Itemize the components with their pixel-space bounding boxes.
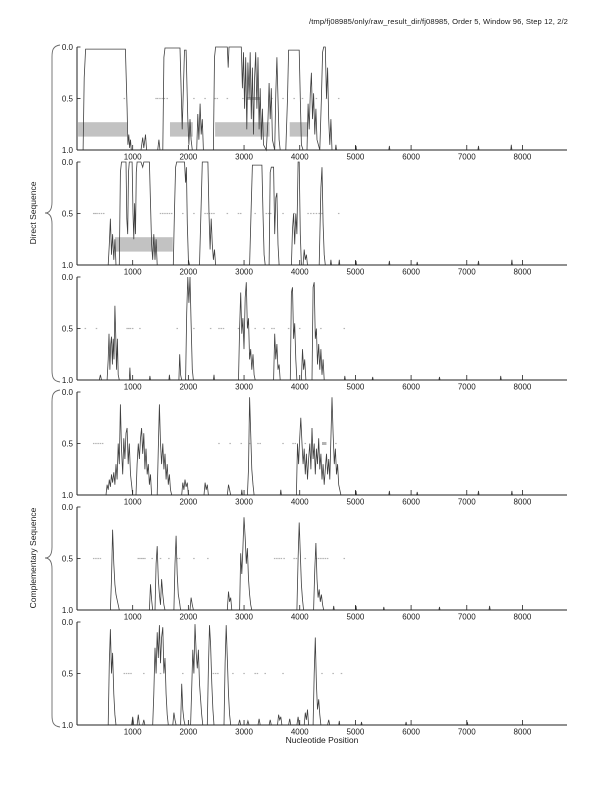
panel-direct-frame-3 — [37, 272, 572, 396]
half-level-mark — [320, 558, 322, 559]
direct-sequence-label: Direct Sequence — [28, 181, 38, 245]
half-level-mark — [266, 213, 268, 214]
half-level-mark — [263, 328, 265, 329]
x-tick-label: 6000 — [402, 612, 420, 622]
half-level-mark — [161, 98, 163, 99]
half-level-mark — [238, 328, 240, 329]
half-level-mark — [102, 443, 104, 444]
half-level-mark — [96, 213, 98, 214]
x-tick-label: 6000 — [402, 152, 420, 162]
half-level-mark — [338, 98, 340, 99]
half-level-mark — [101, 213, 103, 214]
x-tick-label: 1000 — [123, 497, 142, 507]
half-level-mark — [295, 443, 297, 444]
x-tick-label: 7000 — [457, 152, 476, 162]
x-tick-label: 6000 — [402, 382, 420, 392]
half-level-mark — [96, 328, 98, 329]
half-level-mark — [138, 558, 140, 559]
half-level-mark — [283, 558, 285, 559]
x-tick-label: 3000 — [235, 152, 253, 162]
y-tick-label: 0.5 — [61, 669, 73, 679]
half-level-mark — [204, 98, 206, 99]
half-level-mark — [264, 673, 266, 674]
half-level-mark — [220, 328, 222, 329]
half-level-mark — [218, 328, 220, 329]
half-level-mark — [213, 673, 215, 674]
half-level-mark — [305, 443, 307, 444]
x-tick-label: 8000 — [513, 612, 532, 622]
half-level-mark — [257, 673, 259, 674]
axes — [77, 507, 567, 610]
panel-direct-frame-2 — [37, 157, 572, 281]
half-level-mark — [157, 98, 159, 99]
half-level-mark — [254, 213, 256, 214]
x-tick-label: 7000 — [457, 497, 476, 507]
y-tick-label: 0.0 — [61, 157, 73, 167]
half-level-mark — [227, 213, 229, 214]
half-level-mark — [144, 558, 146, 559]
x-tick-label: 8000 — [513, 497, 532, 507]
half-level-mark — [344, 558, 346, 559]
half-level-mark — [322, 558, 324, 559]
half-level-mark — [141, 558, 143, 559]
half-level-mark — [223, 328, 225, 329]
half-level-mark — [166, 98, 168, 99]
x-tick-label: 2000 — [179, 727, 198, 737]
y-tick-label: 0.5 — [61, 209, 73, 219]
half-level-mark — [171, 213, 173, 214]
half-level-mark — [159, 98, 161, 99]
half-level-mark — [210, 328, 212, 329]
half-level-mark — [217, 98, 219, 99]
panel-complementary-frame-1 — [37, 387, 572, 511]
x-tick-label: 8000 — [513, 152, 532, 162]
half-level-mark — [274, 558, 276, 559]
half-level-mark — [130, 328, 132, 329]
half-level-mark — [93, 213, 95, 214]
half-level-mark — [227, 98, 229, 99]
half-level-mark — [207, 558, 209, 559]
panel-direct-frame-1 — [37, 42, 572, 166]
plot-title: /tmp/fj08985/only/raw_result_dir/fj08985, Order 5, Window 96, Step 12, 2/2 — [309, 17, 568, 26]
half-level-mark — [321, 673, 323, 674]
x-tick-label: 1000 — [123, 612, 142, 622]
y-tick-label: 0.0 — [61, 42, 73, 52]
axes — [77, 277, 567, 380]
half-level-mark — [95, 213, 97, 214]
y-tick-label: 1.0 — [61, 260, 73, 270]
half-level-mark — [160, 558, 162, 559]
half-level-mark — [168, 558, 170, 559]
x-tick-label: 2000 — [179, 612, 198, 622]
x-axis-label: Nucleotide Position — [285, 735, 359, 745]
x-tick-label: 1000 — [123, 727, 142, 737]
half-level-mark — [232, 673, 234, 674]
x-tick-label: 1000 — [123, 152, 142, 162]
x-tick-label: 2000 — [179, 267, 198, 277]
x-tick-label: 4000 — [290, 497, 309, 507]
y-tick-label: 0.5 — [61, 324, 73, 334]
x-tick-label: 2000 — [179, 497, 198, 507]
half-level-mark — [271, 328, 273, 329]
x-tick-label: 7000 — [457, 727, 476, 737]
x-tick-label: 4000 — [290, 267, 309, 277]
x-tick-label: 4000 — [290, 612, 309, 622]
x-tick-label: 5000 — [346, 152, 365, 162]
half-level-mark — [213, 213, 215, 214]
gene-prediction-box — [290, 122, 308, 136]
half-level-mark — [207, 213, 209, 214]
half-level-mark — [128, 328, 130, 329]
half-level-mark — [218, 443, 220, 444]
half-level-mark — [100, 558, 102, 559]
half-level-mark — [95, 443, 97, 444]
half-level-mark — [193, 558, 195, 559]
probability-curve — [77, 517, 566, 610]
half-level-mark — [293, 558, 295, 559]
half-level-mark — [240, 213, 242, 214]
y-tick-label: 1.0 — [61, 490, 73, 500]
y-tick-label: 0.0 — [61, 502, 73, 512]
x-tick-label: 5000 — [346, 267, 365, 277]
half-level-mark — [166, 213, 168, 214]
half-level-mark — [282, 98, 284, 99]
half-level-mark — [299, 328, 301, 329]
half-level-mark — [281, 558, 283, 559]
half-level-mark — [100, 443, 102, 444]
half-level-mark — [327, 558, 329, 559]
x-tick-label: 3000 — [235, 612, 253, 622]
x-tick-label: 8000 — [513, 267, 532, 277]
half-level-mark — [182, 673, 184, 674]
x-tick-label: 5000 — [346, 727, 365, 737]
half-level-mark — [128, 673, 130, 674]
half-level-mark — [273, 328, 275, 329]
probability-curve — [77, 277, 566, 380]
half-level-mark — [143, 558, 145, 559]
half-level-mark — [332, 673, 334, 674]
half-level-mark — [282, 443, 284, 444]
x-tick-label: 5000 — [346, 382, 365, 392]
half-level-mark — [335, 443, 337, 444]
probability-curve — [77, 624, 566, 725]
half-level-mark — [95, 558, 97, 559]
half-level-mark — [325, 558, 327, 559]
half-level-mark — [164, 98, 166, 99]
half-level-mark — [211, 213, 213, 214]
half-level-mark — [97, 558, 99, 559]
half-level-mark — [217, 673, 219, 674]
half-level-mark — [126, 673, 128, 674]
half-level-mark — [254, 328, 256, 329]
x-tick-label: 2000 — [179, 382, 198, 392]
half-level-mark — [130, 673, 132, 674]
half-level-mark — [93, 443, 95, 444]
half-level-mark — [132, 328, 134, 329]
half-level-mark — [160, 673, 162, 674]
half-level-mark — [160, 213, 162, 214]
half-level-mark — [316, 98, 318, 99]
half-level-mark — [99, 213, 101, 214]
half-level-mark — [243, 673, 245, 674]
half-level-mark — [143, 673, 145, 674]
half-level-mark — [182, 213, 184, 214]
half-level-mark — [164, 213, 166, 214]
half-level-mark — [193, 213, 195, 214]
half-level-mark — [193, 98, 195, 99]
half-level-mark — [310, 213, 312, 214]
x-tick-label: 7000 — [457, 267, 476, 277]
x-tick-label: 8000 — [513, 727, 532, 737]
half-level-mark — [318, 213, 320, 214]
half-level-mark — [204, 213, 206, 214]
probability-curve — [77, 397, 566, 495]
half-level-mark — [292, 443, 294, 444]
y-tick-label: 1.0 — [61, 605, 73, 615]
half-level-mark — [139, 328, 141, 329]
panel-complementary-frame-3 — [37, 617, 572, 741]
half-level-mark — [214, 98, 216, 99]
half-level-mark — [124, 98, 126, 99]
half-level-mark — [93, 558, 95, 559]
half-level-mark — [179, 558, 181, 559]
half-level-mark — [238, 213, 240, 214]
half-level-mark — [215, 673, 217, 674]
complementary-sequence-label: Complementary Sequence — [28, 507, 38, 609]
half-level-mark — [282, 213, 284, 214]
half-level-mark — [307, 213, 309, 214]
x-tick-label: 6000 — [402, 267, 420, 277]
x-tick-label: 3000 — [235, 497, 253, 507]
x-tick-label: 6000 — [402, 497, 420, 507]
half-level-mark — [176, 328, 178, 329]
panel-complementary-frame-2 — [37, 502, 572, 626]
half-level-mark — [259, 443, 261, 444]
probability-curve — [77, 47, 566, 150]
gene-prediction-box — [78, 122, 127, 136]
x-tick-label: 8000 — [513, 382, 532, 392]
half-level-mark — [302, 98, 304, 99]
half-level-mark — [139, 558, 141, 559]
x-tick-label: 4000 — [290, 727, 309, 737]
half-level-mark — [270, 213, 272, 214]
x-tick-label: 2000 — [179, 152, 198, 162]
half-level-mark — [124, 673, 126, 674]
x-tick-label: 4000 — [290, 382, 309, 392]
half-level-mark — [229, 443, 231, 444]
half-level-mark — [293, 98, 295, 99]
y-tick-label: 1.0 — [61, 375, 73, 385]
x-tick-label: 5000 — [346, 612, 365, 622]
y-tick-label: 0.5 — [61, 439, 73, 449]
y-tick-label: 0.0 — [61, 387, 73, 397]
half-level-mark — [296, 558, 298, 559]
y-tick-label: 0.5 — [61, 94, 73, 104]
half-level-mark — [341, 673, 343, 674]
half-level-mark — [257, 443, 259, 444]
half-level-mark — [151, 558, 153, 559]
x-tick-label: 5000 — [346, 497, 365, 507]
half-level-mark — [193, 328, 195, 329]
x-tick-label: 3000 — [235, 267, 253, 277]
x-tick-label: 6000 — [402, 727, 420, 737]
half-level-mark — [338, 213, 340, 214]
half-level-mark — [344, 328, 346, 329]
x-tick-label: 4000 — [290, 152, 309, 162]
half-level-mark — [305, 558, 307, 559]
half-level-mark — [318, 558, 320, 559]
gene-prediction-box — [115, 237, 173, 251]
half-level-mark — [242, 98, 244, 99]
x-tick-label: 1000 — [123, 382, 142, 392]
half-level-mark — [278, 558, 280, 559]
half-level-mark-wide — [322, 442, 326, 445]
half-level-mark — [162, 213, 164, 214]
y-tick-label: 0.5 — [61, 554, 73, 564]
half-level-mark — [282, 673, 284, 674]
half-level-mark — [126, 328, 128, 329]
half-level-mark — [254, 673, 256, 674]
x-tick-label: 3000 — [235, 727, 253, 737]
half-level-mark — [103, 213, 105, 214]
half-level-mark — [169, 213, 171, 214]
y-tick-label: 1.0 — [61, 145, 73, 155]
x-tick-label: 1000 — [123, 267, 142, 277]
half-level-mark — [313, 213, 315, 214]
half-level-mark — [85, 328, 87, 329]
y-tick-label: 0.0 — [61, 617, 73, 627]
half-level-mark — [155, 98, 157, 99]
half-level-mark — [97, 443, 99, 444]
x-tick-label: 7000 — [457, 612, 476, 622]
half-level-mark — [241, 443, 243, 444]
half-level-mark — [320, 328, 322, 329]
y-tick-label: 1.0 — [61, 720, 73, 730]
half-level-mark — [316, 213, 318, 214]
x-tick-label: 3000 — [235, 382, 253, 392]
y-tick-label: 0.0 — [61, 272, 73, 282]
half-level-mark — [276, 558, 278, 559]
half-level-mark — [268, 213, 270, 214]
half-level-mark — [288, 328, 290, 329]
x-tick-label: 7000 — [457, 382, 476, 392]
